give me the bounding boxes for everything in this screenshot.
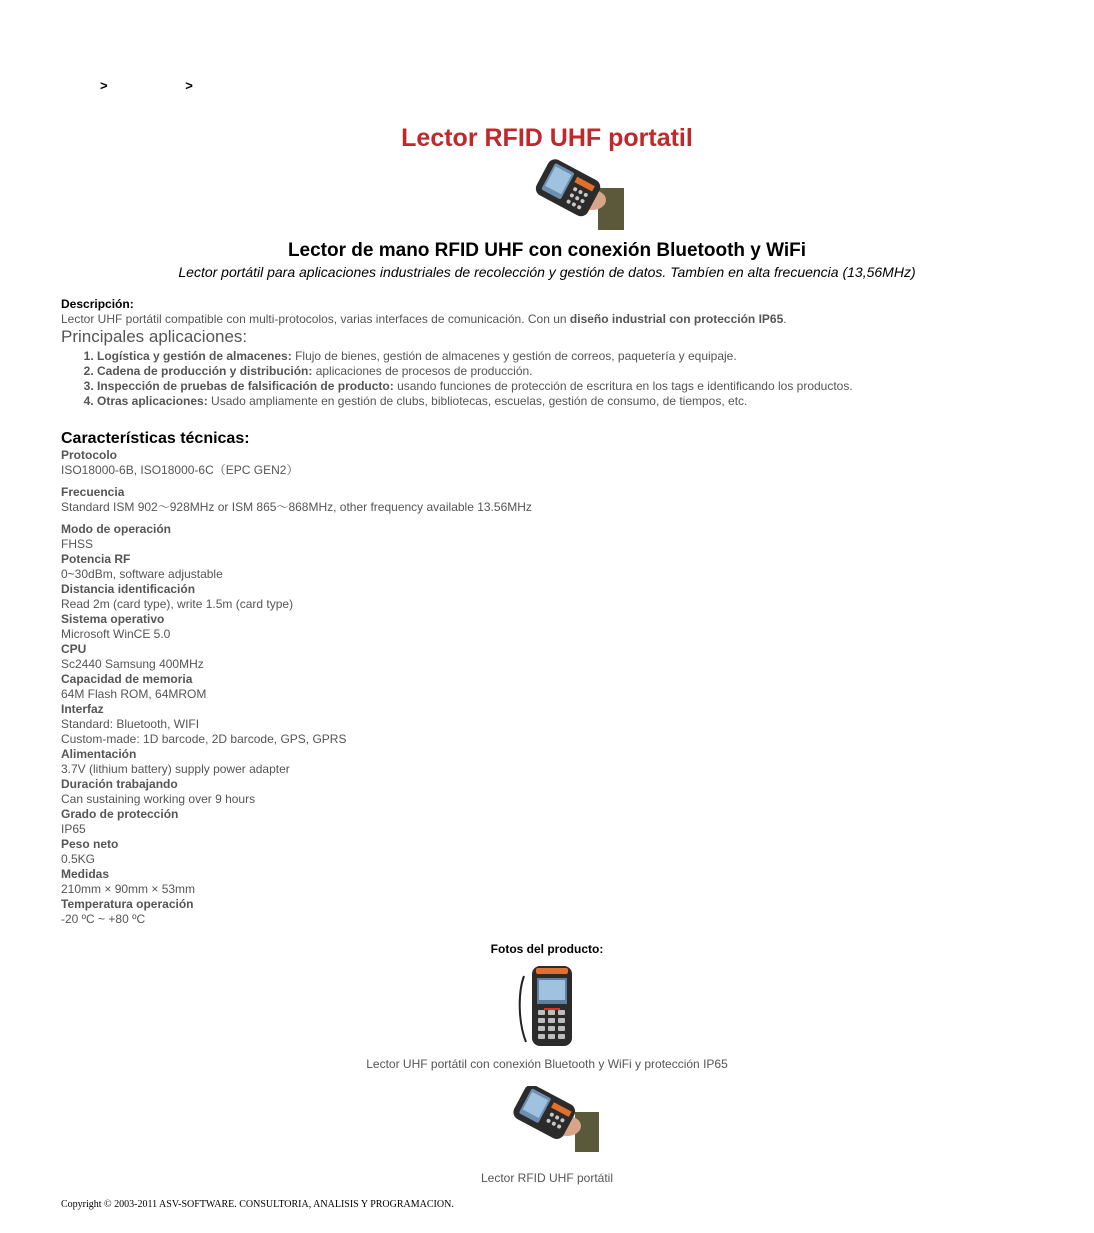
specs-title: Características técnicas: — [61, 430, 250, 447]
spec-interfaz: Interfaz Standard: Bluetooth, WIFI Custom-made: 1D barcode, 2D barcode, GPS, GPRS — [61, 702, 347, 746]
description-label: Descripción: — [61, 297, 134, 311]
spec-protocolo: Protocolo ISO18000-6B, ISO18000-6C（EPC GEN2） — [61, 448, 299, 477]
handheld-reader-in-hand-photo — [497, 1086, 599, 1152]
breadcrumb — [100, 78, 193, 93]
spec-cpu: CPU Sc2440 Samsung 400MHz — [61, 642, 204, 671]
breadcrumb-separator: > — [100, 78, 108, 93]
spec-peso: Peso neto 0.5KG — [61, 837, 119, 866]
spec-alimentacion: Alimentación 3.7V (lithium battery) supply power adapter — [61, 747, 290, 776]
photo-caption: Lector RFID UHF portátil — [480, 1171, 614, 1185]
spec-potencia-rf: Potencia RF 0~30dBm, software adjustable — [61, 552, 223, 581]
spec-sistema-operativo: Sistema operativo Microsoft WinCE 5.0 — [61, 612, 171, 641]
photos-title: Fotos del producto: — [490, 942, 604, 956]
photo-caption: Lector UHF portátil con conexión Bluetooth y WiFi y protección IP65 — [366, 1057, 728, 1071]
list-item: 2. Cadena de producción y distribución: aplicaciones de procesos de producción. — [97, 364, 1041, 379]
spec-distancia: Distancia identificación Read 2m (card type), write 1.5m (card type) — [61, 582, 294, 611]
handheld-front-photo — [516, 962, 580, 1048]
main-content — [61, 297, 1041, 927]
spec-proteccion: Grado de protección IP65 — [61, 807, 179, 836]
spec-memoria: Capacidad de memoria 64M Flash ROM, 64MROM — [61, 672, 207, 701]
breadcrumb-separator: > — [185, 78, 193, 93]
list-item: 1. Logística y gestión de almacenes: Flujo de bienes, gestión de almacenes y gestión de correos, paquetería y equipaje. — [97, 349, 1041, 364]
page-title: Lector RFID UHF portatil — [401, 124, 693, 152]
list-item: 4. Otras aplicaciones: Usado ampliamente en gestión de clubs, bibliotecas, escuelas, gestión de consumo, de tiempos, etc. — [97, 394, 1041, 409]
product-subtitle: Lector de mano RFID UHF con conexión Bluetooth y WiFi — [287, 240, 807, 261]
list-item: 3. Inspección de pruebas de falsificación de producto: usando funciones de protección de escritura en los tags e identificando los productos. — [97, 379, 1041, 394]
spec-temperatura: Temperatura operación -20 ºC ~ +80 ºC — [61, 897, 194, 926]
spec-frecuencia: Frecuencia Standard ISM 902～928MHz or ISM 865～868MHz, other frequency available 13.56MHz — [61, 485, 532, 514]
description-text: Lector UHF portátil compatible con multi-protocolos, varias interfaces de comunicación. Con un diseño industrial con protección IP65. — [61, 312, 787, 326]
spec-modo-operacion: Modo de operación FHSS — [61, 522, 172, 551]
spec-duracion: Duración trabajando Can sustaining working over 9 hours — [61, 777, 256, 806]
applications-list — [61, 349, 1041, 409]
applications-title: Principales aplicaciones: — [61, 327, 248, 346]
spec-medidas: Medidas 210mm × 90mm × 53mm — [61, 867, 196, 896]
footer-copyright: Copyright © 2003-2011 ASV-SOFTWARE. CONSULTORIA, ANALISIS Y PROGRAMACION. — [61, 1199, 454, 1210]
handheld-reader-image — [518, 158, 624, 230]
product-tagline: Lector portátil para aplicaciones industriales de recolección y gestión de datos. Tambíen en alta frecuencia (13,56MHz) — [178, 264, 916, 280]
